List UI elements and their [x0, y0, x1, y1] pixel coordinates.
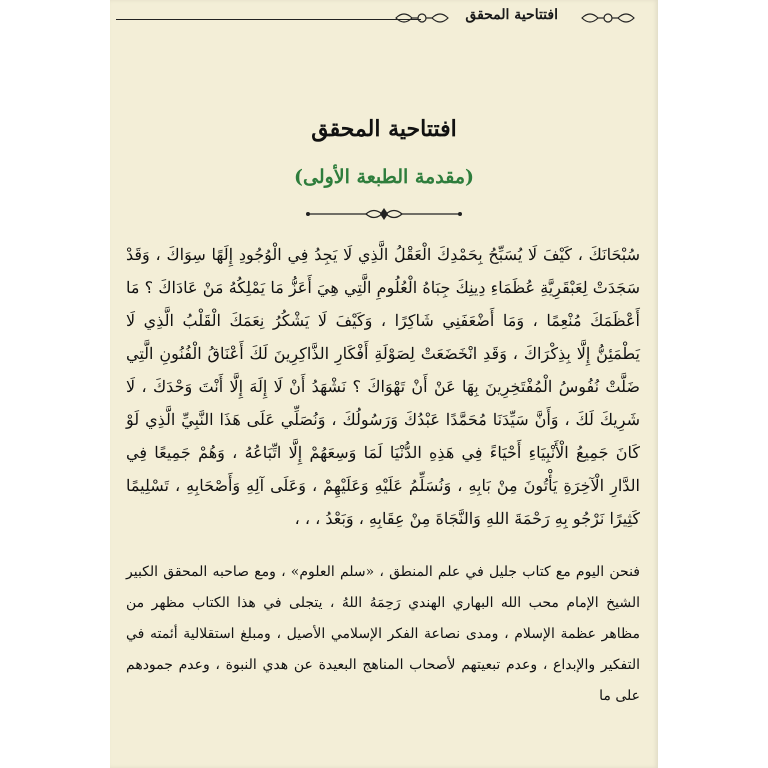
opening-paragraph: سُبْحَانَكَ ، كَيْفَ لَا يُسَبِّحُ بِحَمْدِكَ الْعَقْلُ الَّذِي لَا يَجِدُ فِي الْوُجُودِ إِلَهًا سِوَاكَ ، وَقَدْ سَجَدَتْ لِعَبْقَرِيَّةِ عُظَمَاءِ دِينِكَ جِبَاهُ الْعُلُومِ الَّتِي هِيَ أَعَزُّ مَا يَمْلِكُهُ مَنْ عَادَاكَ ؟ مَا أَعْظَمَكَ مُنْعِمًا ، وَمَا أَضْعَفَنِي شَاكِرًا ، وَكَيْفَ لَا يَشْكُرُ نِعَمَكَ الْقَلْبُ الَّذِي لَا يَطْمَئِنُّ إِلَّا بِذِكْرَاكَ ، وَقَدِ انْخَضَعَتْ لِصَوْلَةِ أَفْكَارِ الذَّاكِرِينَ لَكَ أَعْنَاقُ الْفُنُونِ الَّتِي ضَلَّتْ نُفُوسُ الْمُفْتَخِرِينَ بِهَا عَنْ أَنْ تَهْوَاكَ ؟ نَشْهَدُ أَنْ لَا إِلَهَ إِلَّا أَنْتَ وَحْدَكَ ، لَا شَرِيكَ لَكَ ، وَأَنَّ سَيِّدَنَا مُحَمَّدًا عَبْدُكَ وَرَسُولُكَ ، وَنُصَلِّي عَلَى هَذَا النَّبِيِّ الَّذِي لَوْ كَانَ جَمِيعُ الْأَنْبِيَاءِ أَحْيَاءً فِي هَذِهِ الدُّنْيَا لَمَا وَسِعَهُمْ إِلَّا اتِّبَاعُهُ ، وَهُمْ جَمِيعًا فِي الدَّارِ الْآخِرَةِ يَأْتُونَ مِنْ بَابِهِ ، وَنُسَلِّمُ عَلَيْهِ وَعَلَيْهِمْ ، وَعَلَى آلِهِ وَأَصْحَابِهِ ، تَسْلِيمًا كَثِيرًا نَرْجُو بِهِ رَحْمَةَ اللهِ وَالنَّجَاةَ مِنْ عِقَابِهِ ، وَبَعْدُ ، ، ، — [126, 245, 640, 528]
running-header — [116, 4, 646, 30]
running-title: افتتاحية المحقق — [465, 7, 558, 23]
header-rule — [116, 19, 421, 20]
header-ornament-right-icon — [580, 10, 636, 26]
intro-paragraph: فنحن اليوم مع كتاب جليل في علم المنطق ، «سلم العلوم» ، ومع صاحبه المحقق الكبير الشيخ الإمام محب الله البهاري الهندي رَحِمَهُ اللهُ ، يتجلى في هذا الكتاب مظهر من مظاهر عظمة الإسلام ، ومدى نصاعة الفكر الإسلامي الأصيل ، ومبلغ استقلالية أئمته في التفكير والإبداع ، وعدم تبعيتهم لأصحاب المناهج البعيدة عن هدي النبوة ، وعدم جمودهم على ما — [126, 564, 640, 704]
page-title: افتتاحية المحقق — [311, 116, 457, 142]
header-ornament-left-icon — [394, 10, 450, 26]
page-subtitle: (مقدمة الطبعة الأولى) — [294, 166, 474, 188]
book-page — [110, 0, 658, 768]
body-text — [126, 238, 640, 712]
ornamental-divider-icon — [304, 206, 464, 222]
